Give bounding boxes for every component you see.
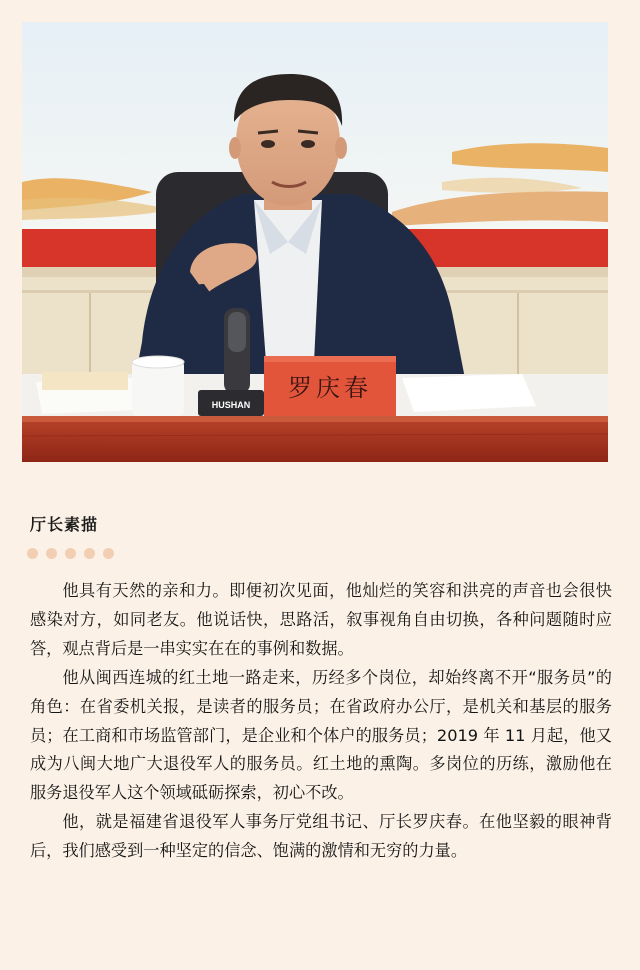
- portrait-photo: [22, 22, 608, 462]
- paragraph: 他，就是福建省退役军人事务厅党组书记、厅长罗庆春。在他坚毅的眼神背后，我们感受到一种坚定的信念、饱满的激情和无穷的力量。: [30, 812, 612, 861]
- dot-icon: [84, 548, 95, 559]
- dot-icon: [103, 548, 114, 559]
- dot-icon: [27, 548, 38, 559]
- portrait-illustration: [22, 22, 608, 462]
- article-body: [30, 577, 612, 866]
- wooden-desk: [22, 416, 608, 462]
- paragraph: 他从闽西连城的红土地一路走来，历经多个岗位，却始终离不开“服务员”的角色：在省委机关报，是读者的服务员；在省政府办公厅，是机关和基层的服务员；在工商和市场监管部门，是企业和个体户的服务员；2019 年 11 月起，他又成为八闽大地广大退役军人的服务员。红土地的熏陶。多岗位的历练，激励他在服务退役军人这个领域砥砺探索，初心不改。: [30, 667, 612, 803]
- paragraph: 他具有天然的亲和力。即便初次见面，他灿烂的笑容和洪亮的声音也会很快感染对方，如同老友。他说话快，思路活，叙事视角自由切换，各种问题随时应答，观点背后是一串实实在在的事例和数据。: [30, 581, 612, 658]
- decorative-dots: [27, 548, 114, 559]
- microphone-brand: HUSHAN: [211, 400, 251, 410]
- section-title: 厅长素描: [30, 515, 99, 534]
- dot-icon: [46, 548, 57, 559]
- nameplate-text: 罗庆春: [288, 374, 372, 402]
- dot-icon: [65, 548, 76, 559]
